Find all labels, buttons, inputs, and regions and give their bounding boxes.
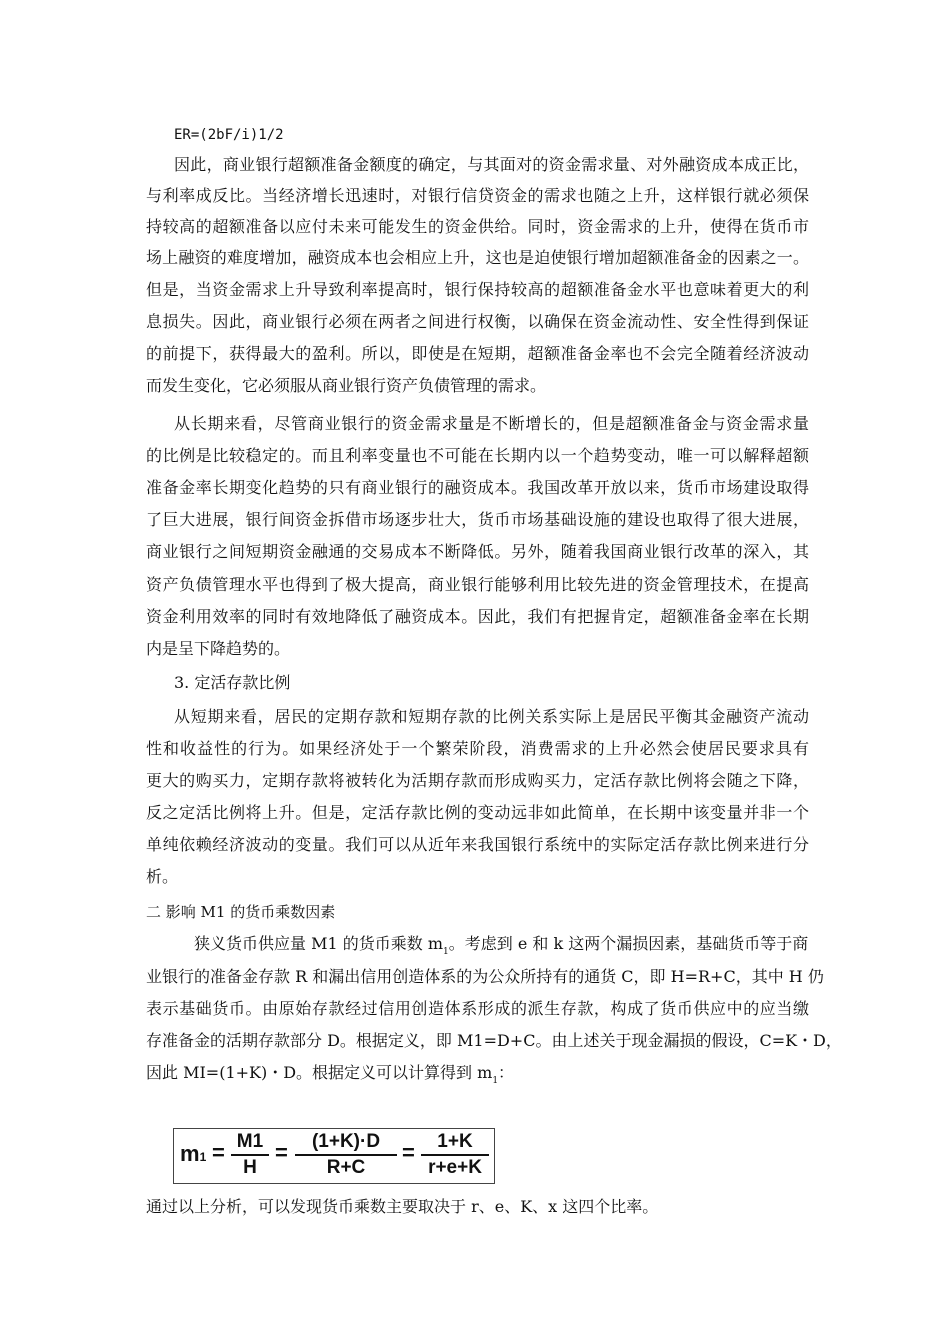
para4-line-5-text-a: 因此 MI=(1+K)・D。根据定义可以计算得到 m bbox=[146, 1063, 493, 1082]
conclusion-line: 通过以上分析，可以发现货币乘数主要取决于 r、e、K、x 这四个比率。 bbox=[146, 1197, 659, 1216]
para2-line-3: 准备金率长期变化趋势的只有商业银行的融资成本。我国改革开放以来，货币市场建设取得 bbox=[146, 478, 809, 497]
fraction-1-numerator: M1 bbox=[236, 1131, 264, 1152]
formula-lhs bbox=[180, 1141, 206, 1167]
fraction-2-denominator: R+C bbox=[326, 1157, 366, 1178]
section-heading-3: 3. 定活存款比例 bbox=[174, 673, 291, 692]
para4-line-1-text-b: 。考虑到 e 和 k 这两个漏损因素，基础货币等于商 bbox=[448, 934, 809, 953]
formula-lhs-sub: 1 bbox=[199, 1150, 207, 1164]
para2-line-8: 内是呈下降趋势的。 bbox=[146, 639, 291, 658]
para3-line-4: 反之定活比例将上升。但是，定活存款比例的变动远非如此简单，在长期中该变量并非一个 bbox=[146, 803, 809, 822]
para2-line-2: 的比例是比较稳定的。而且利率变量也不可能在长期内以一个趋势变动，唯一可以解释超额 bbox=[146, 446, 809, 465]
fraction-1-denominator: H bbox=[243, 1157, 257, 1178]
para3-line-1: 从短期来看，居民的定期存款和短期存款的比例关系实际上是居民平衡其金融资产流动 bbox=[174, 707, 809, 726]
para1-line-8: 而发生变化，它必须服从商业银行资产负债管理的需求。 bbox=[146, 376, 547, 395]
formula-eq-2: = bbox=[275, 1140, 288, 1165]
para3-line-3: 更大的购买力，定期存款将被转化为活期存款而形成购买力，定活存款比例将会随之下降， bbox=[146, 771, 809, 790]
para4-line-5 bbox=[146, 1063, 514, 1086]
m1-subscript: 1 bbox=[443, 947, 449, 957]
para3-line-6: 析。 bbox=[146, 867, 179, 886]
para2-line-7: 资金利用效率的同时有效地降低了融资成本。因此，我们有把握肯定，超额准备金率在长期 bbox=[146, 607, 809, 626]
para2-line-4: 了巨大进展，银行间资金拆借市场逐步壮大，货币市场基础设施的建设也取得了很大进展， bbox=[146, 510, 809, 529]
para4-line-1-text-a: 狭义货币供应量 M1 的货币乘数 m bbox=[194, 934, 443, 953]
formula-fraction-1 bbox=[230, 1130, 270, 1180]
m1-subscript: 1 bbox=[492, 1076, 499, 1086]
formula-fraction-2 bbox=[294, 1130, 398, 1180]
formula-eq-1: = bbox=[212, 1140, 225, 1165]
formula-fraction-3 bbox=[420, 1130, 490, 1180]
para4-line-4: 存准备金的活期存款部分 D。根据定义，即 M1=D+C。由上述关于现金漏损的假设，C=K・D， bbox=[146, 1031, 842, 1050]
para4-line-5-text-b: ： bbox=[498, 1063, 515, 1082]
para4-line-2: 业银行的准备金存款 R 和漏出信用创造体系的为公众所持有的通货 C，即 H=R+C，其中 H 仍 bbox=[146, 967, 824, 986]
para4-line-3: 表示基础货币。由原始存款经过信用创造体系形成的派生存款，构成了货币供应中的应当缴 bbox=[146, 999, 809, 1018]
formula-eq-3: = bbox=[402, 1140, 415, 1165]
para1-line-3: 持较高的超额准备以应付未来可能发生的资金供给。同时，资金需求的上升，使得在货币市 bbox=[146, 217, 809, 236]
fraction-3-numerator: 1+K bbox=[437, 1131, 473, 1152]
para1-line-1: 因此，商业银行超额准备金额度的确定，与其面对的资金需求量、对外融资成本成正比， bbox=[174, 155, 809, 174]
para3-line-5: 单纯依赖经济波动的变量。我们可以从近年来我国银行系统中的实际定活存款比例来进行分 bbox=[146, 835, 809, 854]
para1-line-6: 息损失。因此，商业银行必须在两者之间进行权衡，以确保在资金流动性、安全性得到保证 bbox=[146, 312, 809, 331]
formula-lhs-m: m bbox=[180, 1141, 200, 1166]
formula-er: ER=(2bF/i)1/2 bbox=[174, 127, 284, 143]
para1-line-7: 的前提下，获得最大的盈利。所以，即使是在短期，超额准备金率也不会完全随着经济波动 bbox=[146, 344, 809, 363]
para2-line-6: 资产负债管理水平也得到了极大提高，商业银行能够利用比较先进的资金管理技术，在提高 bbox=[146, 575, 809, 594]
fraction-3-denominator: r+e+K bbox=[428, 1157, 482, 1178]
section-heading-2: 二 影响 M1 的货币乘数因素 bbox=[146, 903, 336, 921]
formula-m1-box bbox=[173, 1128, 495, 1184]
para4-line-1 bbox=[194, 934, 809, 957]
para1-line-5: 但是，当资金需求上升导致利率提高时，银行保持较高的超额准备金水平也意味着更大的利 bbox=[146, 280, 809, 299]
para1-line-2: 与利率成反比。当经济增长迅速时，对银行信贷资金的需求也随之上升，这样银行就必须保 bbox=[146, 186, 809, 205]
fraction-2-numerator: (1+K)·D bbox=[311, 1131, 381, 1152]
para3-line-2: 性和收益性的行为。如果经济处于一个繁荣阶段，消费需求的上升必然会使居民要求具有 bbox=[146, 739, 809, 758]
para2-line-5: 商业银行之间短期资金融通的交易成本不断降低。另外，随着我国商业银行改革的深入，其 bbox=[146, 542, 809, 561]
para2-line-1: 从长期来看，尽管商业银行的资金需求量是不断增长的，但是超额准备金与资金需求量 bbox=[174, 414, 809, 433]
para1-line-4: 场上融资的难度增加，融资成本也会相应上升，这也是迫使银行增加超额准备金的因素之一。 bbox=[146, 248, 809, 267]
